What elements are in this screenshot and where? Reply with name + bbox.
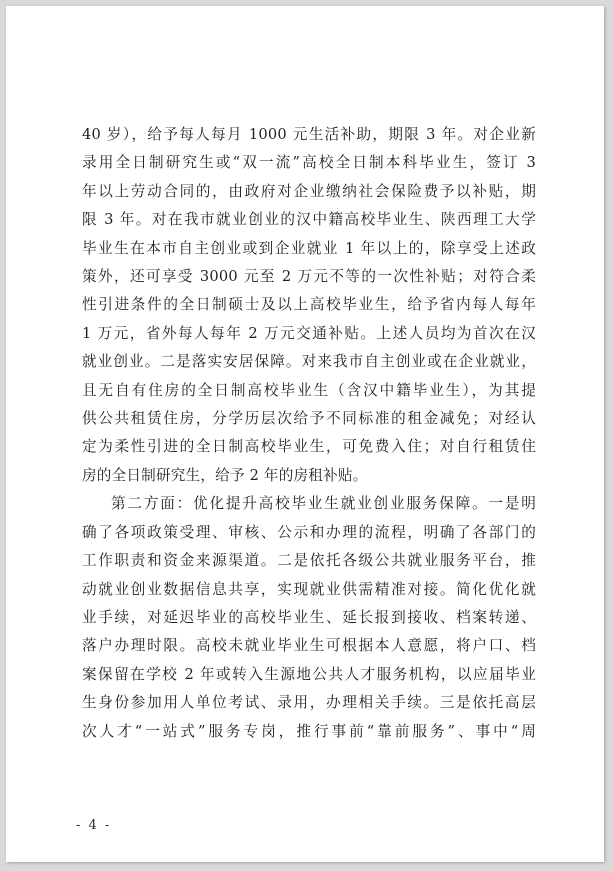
- text-line: 且无自有住房的全日制高校毕业生（含汉中籍毕业生），为其提: [82, 381, 536, 399]
- paragraph: [82, 490, 536, 746]
- text-line: 限 3 年。对在我市就业创业的汉中籍高校毕业生、陕西理工大学: [82, 211, 536, 229]
- text-line: 确了各项政策受理、审核、公示和办理的流程，明确了各部门的: [82, 523, 536, 541]
- text-line: 录用全日制研究生或“双一流”高校全日制本科毕业生，签订 3: [82, 154, 536, 172]
- document-body: [82, 121, 536, 746]
- text-line: 生身份参加用人单位考试、录用，办理相关手续。三是依托高层: [82, 694, 536, 712]
- text-line: 40 岁），给予每人每月 1000 元生活补助，期限 3 年。对企业新: [82, 126, 536, 143]
- text-line: 1 万元，省外每人每年 2 万元交通补贴。上述人员均为首次在汉: [82, 324, 536, 342]
- text-line: 工作职责和资金来源渠道。二是依托各级公共就业服务平台，推: [82, 552, 536, 570]
- text-line: 毕业生在本市自主创业或到企业就业 1 年以上的，除享受上述政: [82, 239, 536, 257]
- text-line: 案保留在学校 2 年或转入生源地公共人才服务机构，以应届毕业: [82, 665, 536, 683]
- document-page: [6, 6, 604, 862]
- text-line: 房的全日制研究生，给予 2 年的房租补贴。: [82, 466, 368, 484]
- text-line: 性引进条件的全日制硕士及以上高校毕业生，给予省内每人每年: [82, 296, 536, 314]
- text-line: 动就业创业数据信息共享，实现就业供需精准对接。简化优化就: [82, 580, 536, 598]
- text-line: 年以上劳动合同的，由政府对企业缴纳社会保险费予以补贴，期: [82, 182, 536, 200]
- text-line: 落户办理时限。高校未就业毕业生可根据本人意愿，将户口、档: [82, 637, 536, 655]
- text-line: 第二方面：优化提升高校毕业生就业创业服务保障。一是明: [111, 495, 536, 513]
- page-number: - 4 -: [76, 818, 112, 833]
- text-line: 就业创业。二是落实安居保障。对来我市自主创业或在企业就业，: [82, 353, 536, 371]
- paragraph: [82, 121, 536, 490]
- text-line: 定为柔性引进的全日制高校毕业生，可免费入住；对自行租赁住: [82, 438, 536, 456]
- text-line: 次人才“一站式”服务专岗，推行事前“靠前服务”、事中“周: [82, 722, 536, 740]
- text-line: 供公共租赁住房，分学历层次给予不同标准的租金减免；对经认: [82, 410, 536, 428]
- text-line: 策外，还可享受 3000 元至 2 万元不等的一次性补贴；对符合柔: [82, 268, 536, 286]
- text-line: 业手续，对延迟毕业的高校毕业生、延长报到接收、档案转递、: [82, 608, 536, 626]
